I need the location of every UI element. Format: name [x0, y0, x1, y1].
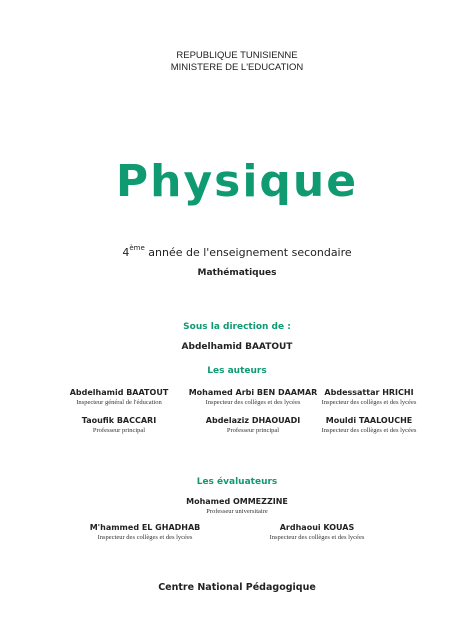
author-role: Inspecteur général de l'éducation: [76, 399, 162, 406]
author-role: Inspecteur des collèges et des lycées: [205, 399, 301, 406]
grade-ordinal: 4: [122, 246, 130, 259]
author-role: Inspecteur des collèges et des lycées: [321, 427, 417, 434]
author-role: Inspecteur des collèges et des lycées: [321, 399, 417, 406]
grade-ordinal-suffix: ème: [129, 244, 145, 252]
author-name: Abdessattar HRICHI: [324, 388, 414, 397]
director-name: Abdelhamid BAATOUT: [181, 342, 293, 352]
ministry-line: MINISTERE DE L'EDUCATION: [170, 62, 304, 73]
authors-label: Les auteurs: [207, 366, 267, 376]
author-role: Professeur principal: [226, 427, 280, 434]
evaluator-role: Inspecteur des collèges et des lycées: [269, 534, 365, 541]
author-role: Professeur principal: [92, 427, 146, 434]
author-name: Abdelaziz DHAOUADI: [205, 416, 301, 425]
ministry-header: [0, 50, 474, 74]
grade-text: année de l'enseignement secondaire: [144, 246, 352, 259]
author-name: Abdelhamid BAATOUT: [69, 388, 169, 397]
evaluator-card: [232, 522, 402, 542]
evaluators-label: Les évaluateurs: [196, 477, 278, 487]
evaluator-card: [60, 522, 230, 542]
author-name: Mohamed Arbi BEN DAAMAR: [188, 388, 318, 397]
evaluator-role: Professeur universitaire: [206, 508, 268, 515]
grade-subtitle: [0, 246, 474, 259]
evaluator-name: M'hammed EL GHADHAB: [89, 523, 201, 532]
book-title: Physique: [115, 156, 359, 207]
section-name: Mathématiques: [197, 268, 277, 278]
publisher-name: Centre National Pédagogique: [158, 582, 316, 593]
evaluator-name: Ardhaoui KOUAS: [279, 523, 355, 532]
evaluator-name: Mohamed OMMEZZINE: [186, 497, 288, 506]
evaluator-card: [152, 496, 322, 516]
author-name: Mouldi TAALOUCHE: [325, 416, 413, 425]
direction-label: Sous la direction de :: [183, 322, 291, 332]
evaluator-role: Inspecteur des collèges et des lycées: [97, 534, 193, 541]
republic-line: REPUBLIQUE TUNISIENNE: [176, 50, 298, 61]
author-card: [284, 415, 454, 435]
author-card: [284, 387, 454, 407]
author-name: Taoufik BACCARI: [81, 416, 157, 425]
